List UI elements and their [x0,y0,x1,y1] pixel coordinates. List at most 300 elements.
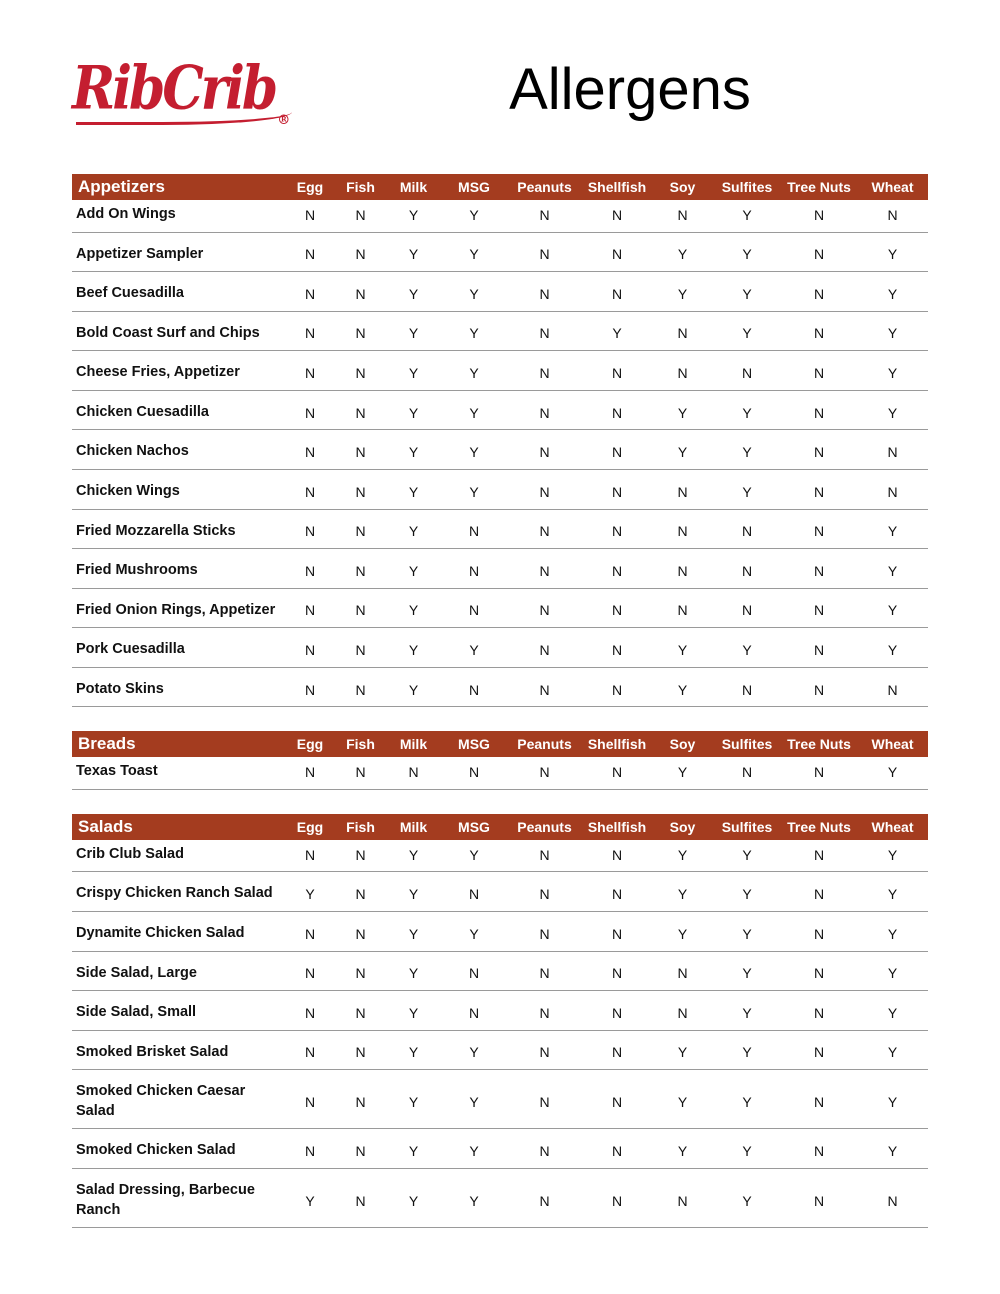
column-header: Wheat [857,731,928,757]
allergen-value: N [781,872,857,912]
allergen-value: N [335,757,386,789]
allergen-value: N [713,549,781,589]
allergen-value: Y [441,200,507,232]
allergen-value: N [335,390,386,430]
column-header: Shellfish [582,731,652,757]
allergen-value: N [285,840,335,872]
allergen-value: N [285,549,335,589]
allergen-value: Y [386,872,441,912]
allergen-value: Y [713,390,781,430]
allergen-value: Y [582,311,652,351]
column-header: Egg [285,174,335,200]
allergen-value: N [285,757,335,789]
allergen-value: N [335,509,386,549]
allergen-value: N [441,872,507,912]
allergen-value: N [857,1168,928,1227]
allergen-value: Y [857,351,928,391]
allergen-value: Y [441,1070,507,1129]
allergen-value: Y [857,509,928,549]
allergen-value: Y [386,1129,441,1169]
allergen-value: N [582,872,652,912]
column-header: Wheat [857,814,928,840]
allergen-value: N [781,430,857,470]
allergen-value: N [335,991,386,1031]
allergen-value: N [652,549,713,589]
allergen-value: N [652,351,713,391]
allergen-value: N [582,912,652,952]
column-header: MSG [441,174,507,200]
allergen-value: N [507,757,582,789]
allergen-value: Y [386,840,441,872]
allergen-value: Y [857,991,928,1031]
allergen-value: Y [441,840,507,872]
table-row [72,430,928,470]
allergen-value: N [335,232,386,272]
allergen-value: Y [441,1030,507,1070]
allergen-value: N [781,588,857,628]
column-header: Egg [285,731,335,757]
allergen-value: N [582,430,652,470]
allergen-value: N [285,588,335,628]
table-row [72,351,928,391]
allergen-value: N [652,509,713,549]
allergen-value: N [507,351,582,391]
allergen-value: Y [441,1168,507,1227]
allergen-value: Y [652,1129,713,1169]
allergen-value: Y [857,390,928,430]
allergen-value: Y [713,951,781,991]
allergen-value: N [781,390,857,430]
allergen-value: Y [857,951,928,991]
column-header: Fish [335,731,386,757]
allergen-value: N [652,311,713,351]
allergen-value: Y [652,390,713,430]
allergen-value: Y [285,872,335,912]
allergen-value: Y [386,509,441,549]
allergen-value: N [582,390,652,430]
allergen-value: N [335,1030,386,1070]
allergen-value: Y [652,840,713,872]
allergen-value: N [335,311,386,351]
allergen-value: Y [713,628,781,668]
table-row [72,667,928,707]
column-header: Egg [285,814,335,840]
allergen-value: N [582,667,652,707]
allergen-value: N [781,667,857,707]
allergen-value: N [441,549,507,589]
allergen-value: N [781,951,857,991]
allergen-value: Y [386,200,441,232]
allergen-value: N [507,272,582,312]
allergen-value: Y [441,272,507,312]
column-header: Sulfites [713,174,781,200]
item-name: Fried Mozzarella Sticks [72,509,285,549]
allergen-value: Y [713,430,781,470]
allergen-value: N [713,351,781,391]
allergen-value: N [507,200,582,232]
allergen-value: Y [652,272,713,312]
column-header: Peanuts [507,814,582,840]
allergen-value: Y [713,872,781,912]
allergen-value: Y [441,232,507,272]
logo-text: RibCrib [72,53,276,124]
allergen-value: N [781,1070,857,1129]
allergen-value: N [285,272,335,312]
allergen-value: Y [652,757,713,789]
allergen-value: N [507,1070,582,1129]
allergen-value: N [335,951,386,991]
section-title: Salads [72,814,285,840]
column-header: Soy [652,814,713,840]
allergen-value: Y [857,912,928,952]
allergen-value: N [285,232,335,272]
allergen-value: N [713,667,781,707]
allergen-value: N [582,757,652,789]
allergen-value: N [507,1129,582,1169]
item-name: Crispy Chicken Ranch Salad [72,872,285,912]
allergen-value: Y [652,232,713,272]
allergen-value: N [582,1129,652,1169]
allergen-value: N [857,200,928,232]
section-header-row [72,814,928,840]
allergen-value: N [582,549,652,589]
allergen-value: N [441,588,507,628]
allergen-value: N [781,311,857,351]
table-row [72,840,928,872]
allergen-value: N [781,628,857,668]
column-header: Soy [652,174,713,200]
column-header: Sulfites [713,731,781,757]
item-name: Appetizer Sampler [72,232,285,272]
table-row [72,1129,928,1169]
allergen-value: Y [386,549,441,589]
allergen-value: N [652,588,713,628]
allergen-value: N [582,232,652,272]
allergen-value: Y [441,628,507,668]
allergen-value: Y [441,1129,507,1169]
allergen-value: Y [386,991,441,1031]
allergen-value: N [507,1030,582,1070]
allergen-value: Y [857,588,928,628]
allergen-value: Y [652,628,713,668]
table-row [72,1168,928,1227]
allergen-value: Y [652,1070,713,1129]
allergen-value: N [582,951,652,991]
allergen-value: N [285,390,335,430]
column-header: Peanuts [507,174,582,200]
allergen-value: Y [857,1129,928,1169]
allergen-value: Y [386,272,441,312]
allergen-value: Y [857,628,928,668]
allergen-value: Y [441,311,507,351]
allergen-value: Y [713,272,781,312]
column-header: Wheat [857,174,928,200]
table-row [72,588,928,628]
allergen-value: N [582,200,652,232]
allergen-value: N [507,872,582,912]
allergen-value: N [507,509,582,549]
allergen-value: N [781,757,857,789]
allergen-value: N [781,469,857,509]
table-row [72,232,928,272]
allergen-value: N [507,232,582,272]
item-name: Crib Club Salad [72,840,285,872]
allergen-value: Y [386,311,441,351]
allergen-value: N [652,951,713,991]
column-header: Milk [386,814,441,840]
allergen-value: N [582,588,652,628]
table-row [72,628,928,668]
allergen-value: Y [386,667,441,707]
item-name: Fried Mushrooms [72,549,285,589]
item-name: Side Salad, Small [72,991,285,1031]
allergen-value: N [507,311,582,351]
allergen-value: N [335,549,386,589]
allergen-value: N [335,840,386,872]
allergen-value: Y [857,1030,928,1070]
allergen-value: Y [857,757,928,789]
allergen-value: Y [713,1070,781,1129]
allergen-value: N [781,549,857,589]
allergen-value: N [857,667,928,707]
table-row [72,951,928,991]
ribcrib-logo [72,53,332,128]
allergen-value: N [285,311,335,351]
allergen-value: N [285,469,335,509]
allergen-value: N [285,951,335,991]
item-name: Fried Onion Rings, Appetizer [72,588,285,628]
item-name: Chicken Wings [72,469,285,509]
allergen-value: N [335,351,386,391]
allergen-value: Y [652,430,713,470]
table-row [72,872,928,912]
allergen-value: N [335,200,386,232]
allergen-value: N [335,588,386,628]
allergen-value: N [582,628,652,668]
allergen-value: N [781,200,857,232]
allergen-value: Y [441,430,507,470]
allergen-value: N [335,1129,386,1169]
allergen-value: Y [386,588,441,628]
allergen-value: Y [441,469,507,509]
allergen-value: N [285,667,335,707]
allergen-value: N [285,628,335,668]
allergen-value: N [652,1168,713,1227]
table-row [72,1070,928,1129]
allergen-value: N [507,840,582,872]
section-table [72,174,928,707]
table-row [72,272,928,312]
item-name: Smoked Chicken Salad [72,1129,285,1169]
item-name: Cheese Fries, Appetizer [72,351,285,391]
section-title: Breads [72,731,285,757]
allergen-value: Y [652,667,713,707]
allergen-value: N [507,951,582,991]
allergen-value: N [652,200,713,232]
allergen-value: Y [386,1030,441,1070]
table-row [72,200,928,232]
column-header: Tree Nuts [781,731,857,757]
allergen-value: N [582,469,652,509]
column-header: Fish [335,814,386,840]
allergen-value: Y [285,1168,335,1227]
allergen-value: N [335,469,386,509]
column-header: Shellfish [582,814,652,840]
allergen-value: N [857,469,928,509]
allergen-value: N [507,549,582,589]
allergen-value: N [781,232,857,272]
item-name: Side Salad, Large [72,951,285,991]
section-header-row [72,174,928,200]
allergen-value: Y [713,991,781,1031]
allergen-value: N [386,757,441,789]
allergen-value: N [713,509,781,549]
allergen-value: Y [386,1070,441,1129]
allergen-value: N [582,351,652,391]
allergen-value: N [285,1129,335,1169]
allergen-value: Y [857,232,928,272]
allergen-value: N [335,1168,386,1227]
allergen-value: Y [713,912,781,952]
allergen-value: Y [713,1129,781,1169]
allergen-value: N [441,991,507,1031]
allergen-value: N [781,272,857,312]
item-name: Beef Cuesadilla [72,272,285,312]
table-row [72,469,928,509]
allergen-value: Y [713,311,781,351]
allergen-value: Y [713,469,781,509]
section-header-row [72,731,928,757]
allergen-value: Y [857,272,928,312]
item-name: Dynamite Chicken Salad [72,912,285,952]
allergen-value: N [285,1070,335,1129]
table-row [72,549,928,589]
column-header: Milk [386,731,441,757]
allergen-value: N [507,628,582,668]
allergen-value: Y [386,390,441,430]
allergen-value: Y [652,1030,713,1070]
allergen-value: N [507,1168,582,1227]
allergen-value: N [713,757,781,789]
table-row [72,1030,928,1070]
allergen-value: Y [386,232,441,272]
table-row [72,991,928,1031]
allergen-value: N [781,1129,857,1169]
allergen-value: N [507,991,582,1031]
item-name: Potato Skins [72,667,285,707]
allergen-value: N [441,509,507,549]
allergen-value: Y [857,840,928,872]
table-row [72,912,928,952]
item-name: Pork Cuesadilla [72,628,285,668]
allergen-value: Y [857,1070,928,1129]
allergen-value: N [582,991,652,1031]
allergen-value: N [781,840,857,872]
allergen-value: Y [857,549,928,589]
column-header: Tree Nuts [781,174,857,200]
allergen-value: N [781,1030,857,1070]
allergen-value: Y [386,351,441,391]
section-title: Appetizers [72,174,285,200]
allergen-value: N [441,757,507,789]
allergen-value: N [507,390,582,430]
allergen-value: Y [857,311,928,351]
allergen-value: N [285,351,335,391]
allergen-value: N [582,509,652,549]
allergen-value: N [781,912,857,952]
section-table [72,731,928,790]
allergen-value: Y [441,351,507,391]
allergen-value: N [335,272,386,312]
item-name: Add On Wings [72,200,285,232]
column-header: MSG [441,731,507,757]
page-title: Allergens [509,56,751,122]
registered-mark: ® [277,113,291,128]
item-name: Chicken Cuesadilla [72,390,285,430]
column-header: Milk [386,174,441,200]
allergen-value: N [335,1070,386,1129]
allergen-value: N [285,991,335,1031]
column-header: MSG [441,814,507,840]
allergen-value: Y [386,628,441,668]
allergen-value: N [335,667,386,707]
allergen-value: N [582,1168,652,1227]
allergen-value: N [335,628,386,668]
allergen-value: N [781,351,857,391]
allergen-value: Y [652,872,713,912]
allergen-value: Y [386,912,441,952]
allergen-value: Y [652,912,713,952]
allergen-value: N [582,1070,652,1129]
allergen-value: Y [386,1168,441,1227]
allergen-value: N [713,588,781,628]
column-header: Tree Nuts [781,814,857,840]
allergen-value: N [285,200,335,232]
allergen-value: N [582,1030,652,1070]
allergen-value: N [285,509,335,549]
table-row [72,509,928,549]
allergen-value: N [781,509,857,549]
allergen-value: N [507,912,582,952]
table-row [72,390,928,430]
allergen-value: Y [857,872,928,912]
allergen-value: N [507,469,582,509]
allergen-value: N [335,430,386,470]
section-table [72,814,928,1228]
allergen-value: Y [713,1168,781,1227]
column-header: Sulfites [713,814,781,840]
table-row [72,757,928,789]
allergen-value: Y [441,912,507,952]
allergen-value: Y [386,430,441,470]
item-name: Smoked Brisket Salad [72,1030,285,1070]
allergen-value: N [781,1168,857,1227]
item-name: Smoked Chicken Caesar Salad [72,1070,285,1129]
item-name: Chicken Nachos [72,430,285,470]
item-name: Texas Toast [72,757,285,789]
allergen-value: Y [386,951,441,991]
allergen-value: N [441,667,507,707]
allergen-value: N [507,430,582,470]
allergen-value: N [781,991,857,1031]
allergen-value: Y [713,200,781,232]
allergen-value: N [857,430,928,470]
column-header: Fish [335,174,386,200]
column-header: Shellfish [582,174,652,200]
allergen-value: Y [386,469,441,509]
column-header: Peanuts [507,731,582,757]
item-name: Bold Coast Surf and Chips [72,311,285,351]
